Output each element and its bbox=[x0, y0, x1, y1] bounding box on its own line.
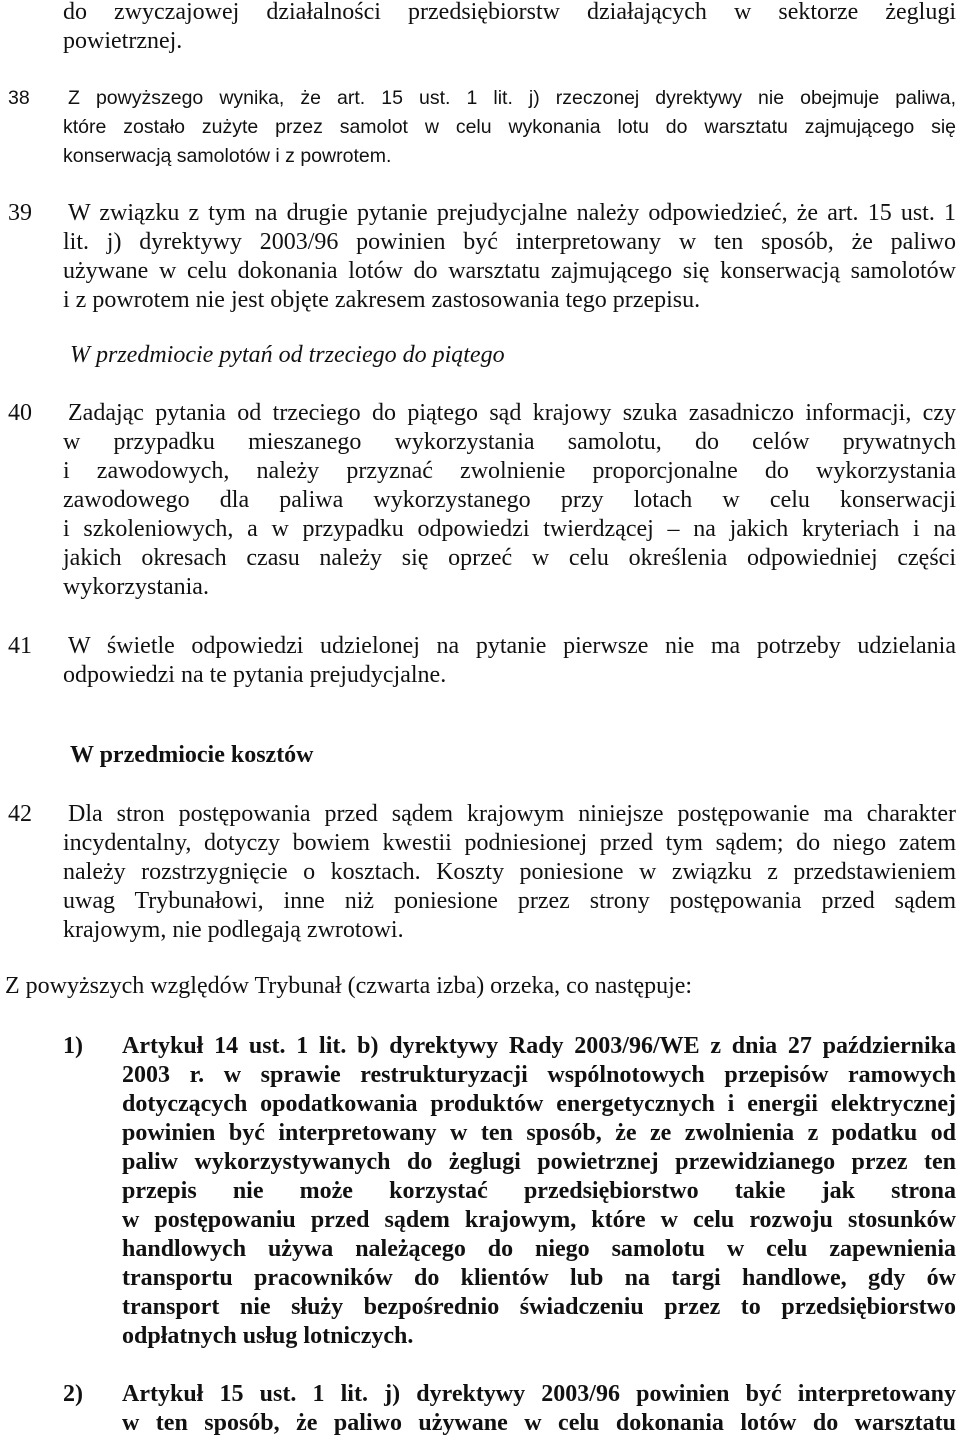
text-line: i zawodowych, należy przyznać zwolnienie proporcjonalne do wykorzystania bbox=[63, 457, 956, 484]
operative-item-2 bbox=[63, 1380, 956, 1438]
text-line: transportu pracowników do klientów lub na targi handlowe, gdy ów bbox=[122, 1264, 956, 1291]
paragraph-text bbox=[63, 199, 956, 315]
text-line: w ten sposób, że paliwo używane w celu dokonania lotów do warsztatu bbox=[122, 1409, 956, 1436]
text-line: handlowych używa należącego do niego samolotu w celu zapewnienia bbox=[122, 1235, 956, 1262]
text-line: W związku z tym na drugie pytanie prejudycjalne należy odpowiedzieć, że art. 15 ust. 1 bbox=[68, 199, 956, 226]
operative-item-text bbox=[122, 1032, 956, 1351]
paragraph-38 bbox=[8, 84, 956, 171]
paragraph-number: 40 bbox=[8, 399, 32, 426]
paragraph-number: 38 bbox=[8, 86, 30, 109]
text-line: odpowiedzi na te pytania prejudycjalne. bbox=[63, 661, 447, 688]
text-line: transport nie służy bezpośrednio świadczeniu przez to przedsiębiorstwo bbox=[122, 1293, 956, 1320]
text-line: jakich okresach czasu należy się oprzeć w celu określenia odpowiedniej części bbox=[63, 544, 956, 571]
text-line: paliw wykorzystywanych do żeglugi powietrznej przewidzianego przez ten bbox=[122, 1148, 956, 1175]
paragraph-number: 42 bbox=[8, 800, 32, 827]
section-heading-questions: W przedmiocie pytań od trzeciego do piątego bbox=[70, 341, 505, 368]
text-line: należy rozstrzygnięcie o kosztach. Koszty poniesione w związku z przedstawieniem bbox=[63, 858, 956, 885]
text-line: i szkoleniowych, a w przypadku odpowiedzi twierdzącej – na jakich kryteriach i na bbox=[63, 515, 956, 542]
text-line: w przypadku mieszanego wykorzystania samolotu, do celów prywatnych bbox=[63, 428, 956, 455]
text-line: W świetle odpowiedzi udzielonej na pytanie pierwsze nie ma potrzeby udzielania bbox=[68, 632, 956, 659]
paragraph-continuation bbox=[63, 0, 956, 56]
text-line: powinien być interpretowany w ten sposób, że ze zwolnienia z podatku od bbox=[122, 1119, 956, 1146]
text-line: używane w celu dokonania lotów do warsztatu zajmującego się konserwacją samolotów bbox=[63, 257, 956, 284]
paragraph-text bbox=[63, 0, 956, 56]
text-line: i z powrotem nie jest objęte zakresem zastosowania tego przepisu. bbox=[63, 286, 701, 313]
text-line: Dla stron postępowania przed sądem krajowym niniejsze postępowanie ma charakter bbox=[68, 800, 956, 827]
text-line: zawodowego dla paliwa wykorzystanego przy lotach w celu konserwacji bbox=[63, 486, 956, 513]
paragraph-41 bbox=[8, 632, 956, 690]
paragraph-text bbox=[63, 800, 956, 945]
text-line: powietrznej. bbox=[63, 28, 183, 54]
operative-item-1 bbox=[63, 1032, 956, 1351]
text-line: odpłatnych usług lotniczych. bbox=[122, 1322, 414, 1349]
text-line: Artykuł 15 ust. 1 lit. j) dyrektywy 2003/96 powinien być interpretowany bbox=[122, 1380, 956, 1407]
text-line: dotyczących opodatkowania produktów energetycznych i energii elektrycznej bbox=[122, 1090, 956, 1117]
text-line: do zwyczajowej działalności przedsiębiorstw działających w sektorze żeglugi bbox=[63, 0, 956, 25]
list-marker: 2) bbox=[63, 1380, 83, 1407]
text-line: konserwacją samolotów i z powrotem. bbox=[63, 144, 392, 167]
list-marker: 1) bbox=[63, 1032, 83, 1059]
paragraph-42 bbox=[8, 800, 956, 945]
text-line: Zadając pytania od trzeciego do piątego sąd krajowy szuka zasadniczo informacji, czy bbox=[68, 399, 956, 426]
operative-item-text bbox=[122, 1380, 956, 1438]
text-line: wykorzystania. bbox=[63, 573, 209, 600]
text-line: które zostało zużyte przez samolot w celu wykonania lotu do warsztatu zajmującego się bbox=[63, 115, 956, 138]
text-line: Artykuł 14 ust. 1 lit. b) dyrektywy Rady 2003/96/WE z dnia 27 października bbox=[122, 1032, 956, 1059]
paragraph-text bbox=[63, 84, 956, 171]
text-line: lit. j) dyrektywy 2003/96 powinien być interpretowany w ten sposób, że paliwo bbox=[63, 228, 956, 255]
paragraph-39 bbox=[8, 199, 956, 315]
text-line: 2003 r. w sprawie restrukturyzacji wspólnotowych przepisów ramowych bbox=[122, 1061, 956, 1088]
paragraph-number: 41 bbox=[8, 632, 32, 659]
text-line: incydentalny, dotyczy bowiem kwestii podniesionej przed tym sądem; do niego zatem bbox=[63, 829, 956, 856]
text-line: uwag Trybunałowi, inne niż poniesione przez strony postępowania przed sądem bbox=[63, 887, 956, 914]
paragraph-number: 39 bbox=[8, 199, 32, 226]
paragraph-text bbox=[63, 399, 956, 602]
paragraph-text bbox=[63, 632, 956, 690]
paragraph-40 bbox=[8, 399, 956, 602]
text-line: krajowym, nie podlegają zwrotowi. bbox=[63, 916, 404, 943]
section-heading-costs: W przedmiocie kosztów bbox=[70, 741, 314, 768]
text-line: przepis nie może korzystać przedsiębiorstwo takie jak strona bbox=[122, 1177, 956, 1204]
text-line: w postępowaniu przed sądem krajowym, które w celu rozwoju stosunków bbox=[122, 1206, 956, 1233]
operative-intro: Z powyższych względów Trybunał (czwarta izba) orzeka, co następuje: bbox=[5, 972, 693, 999]
text-line: Z powyższego wynika, że art. 15 ust. 1 lit. j) rzeczonej dyrektywy nie obejmuje paliwa, bbox=[68, 86, 956, 109]
